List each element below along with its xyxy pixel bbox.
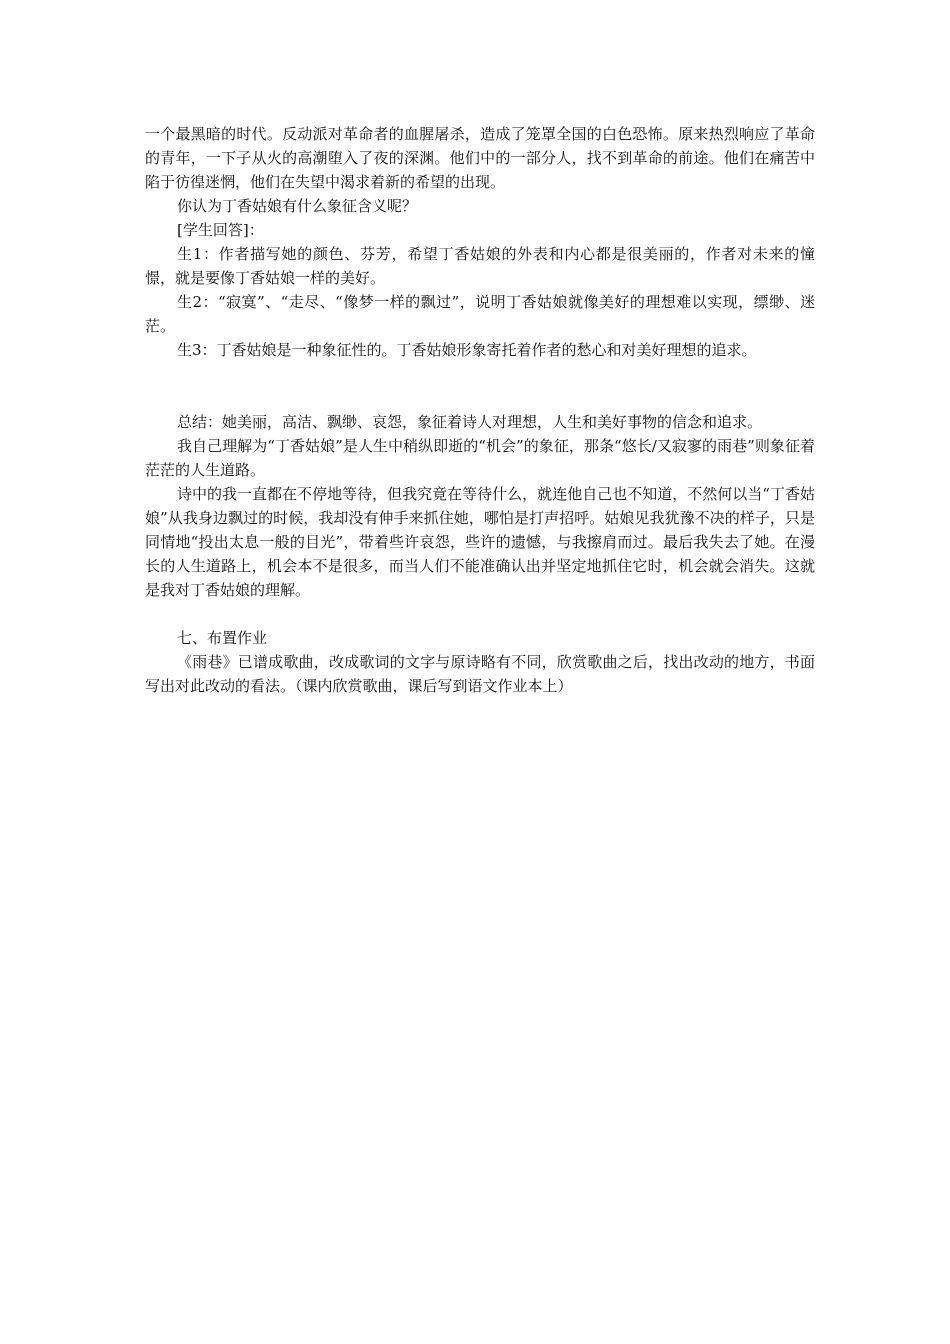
paragraph-homework: 《雨巷》已谱成歌曲，改成歌词的文字与原诗略有不同，欣赏歌曲之后，找出改动的地方，书面写出对此改动的看法。（课内欣赏歌曲，课后写到语文作业本上） [145, 653, 815, 695]
paragraph-student-1: 生1：作者描写她的颜色、芬芳，希望丁香姑娘的外表和内心都是很美丽的，作者对未来的憧憬，就是要像丁香姑娘一样的美好。 [145, 245, 815, 287]
paragraph-analysis: 诗中的我一直都在不停地等待，但我究竟在等待什么，就连他自己也不知道，不然何以当“丁香姑娘”从我身边飘过的时候，我却没有伸手来抓住她，哪怕是打声招呼。姑娘见我犹豫不决的样子，只是同情地“投出太息一般的目光”，带着些许哀怨，些许的遗憾，与我擦肩而过。最后我失去了她。在漫长的人生道路上，机会本不是很多，而当人们不能准确认出并坚定地抓住它时，机会就会消失。这就是我对丁香姑娘的理解。 [145, 485, 815, 599]
paragraph-summary: 总结：她美丽，高洁、飘缈、哀怨，象征着诗人对理想，人生和美好事物的信念和追求。 [177, 413, 763, 431]
document-page [145, 122, 815, 698]
spacer [145, 362, 815, 410]
paragraph-student-2: 生2：“寂寞”、“走尽、“像梦一样的飘过”，说明丁香姑娘就像美好的理想难以实现，缥缈、迷茫。 [145, 293, 815, 335]
paragraph-personal-understanding: 我自己理解为“丁香姑娘”是人生中稍纵即逝的“机会”的象征，那条“悠长/又寂寥的雨巷”则象征着茫茫的人生道路。 [145, 437, 815, 479]
paragraph-question: 你认为丁香姑娘有什么象征含义呢？ [177, 197, 418, 215]
paragraph-student-answer-label: [学生回答]： [177, 221, 264, 239]
section-heading-homework: 七、布置作业 [177, 629, 268, 647]
paragraph-student-3: 生3：丁香姑娘是一种象征性的。丁香姑娘形象寄托着作者的愁心和对美好理想的追求。 [177, 341, 757, 359]
paragraph-historical-context: 一个最黑暗的时代。反动派对革命者的血腥屠杀，造成了笼罩全国的白色恐怖。原来热烈响应了革命的青年，一下子从火的高潮堕入了夜的深渊。他们中的一部分人，找不到革命的前途。他们在痛苦中陷于彷徨迷惘，他们在失望中渴求着新的希望的出现。 [145, 125, 815, 191]
spacer [145, 602, 815, 626]
